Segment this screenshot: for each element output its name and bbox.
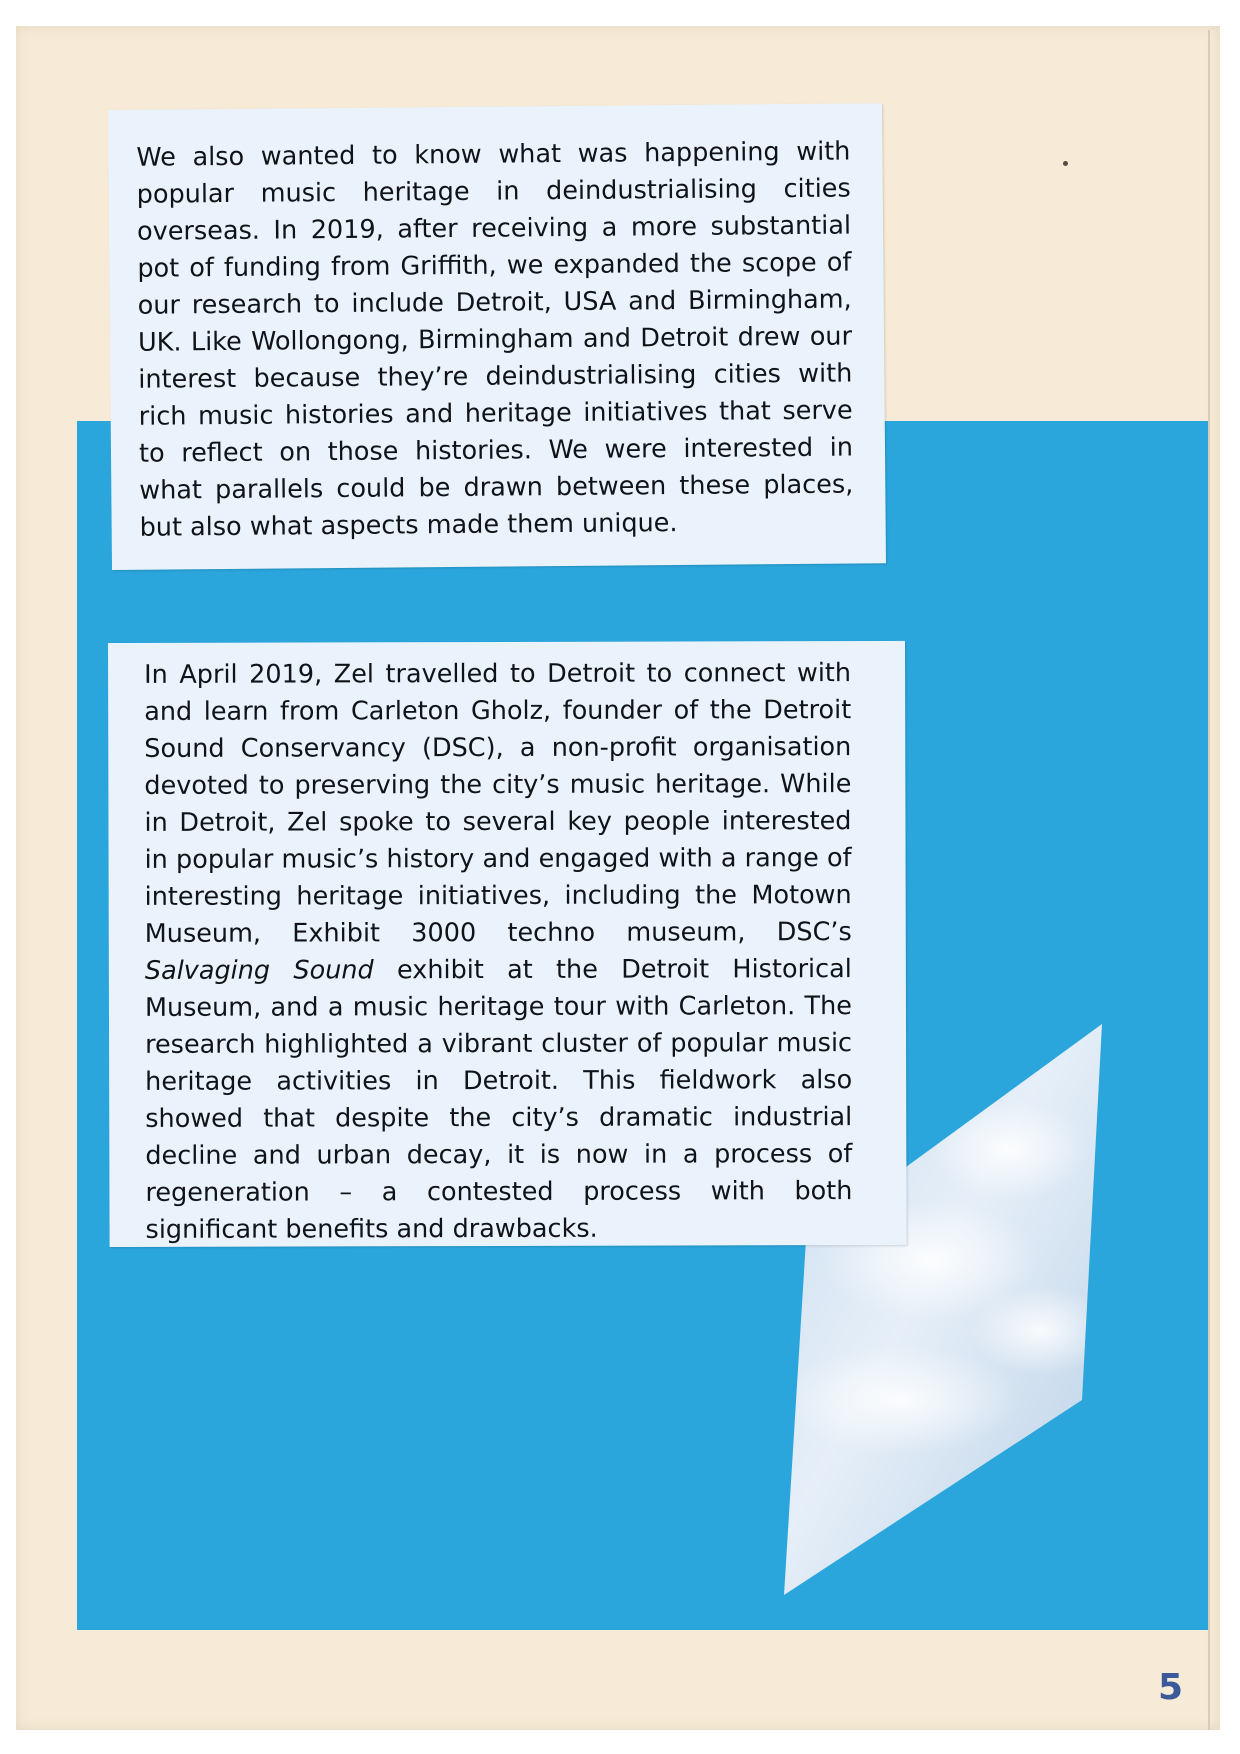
cloud-4 [970,1285,1110,1375]
page-number: 5 [1158,1667,1184,1708]
detroit-paragraph-part-1: In April 2019, Zel travelled to Detroit to connect with and learn from Carleton Gholz, founder of the Detroit Sound Conservancy (DSC), a non-profit organisation devoted to preserving the city’s music heritage. While in Detroit, Zel spoke to several key people interested in popular music’s history and engaged with a range of interesting heritage initiatives, including the Motown Museum, Exhibit 3000 techno museum, DSC’s [144,658,852,949]
intro-text-card [108,103,886,570]
cloud-2 [930,1100,1090,1200]
detroit-paragraph-part-2: exhibit at the Detroit Historical Museum, and a music heritage tour with Carleton. The research highlighted a vibrant cluster of popular music heritage activities in Detroit. This fieldwork also showed that despite the city’s dramatic industrial decline and urban decay, it is now in a process of regeneration – a contested process with both significant benefits and drawbacks. [144,954,853,1245]
exhibit-title: Salvaging Sound [144,955,374,986]
cloud-3 [780,1345,1020,1455]
detroit-text-card [108,641,907,1247]
intro-paragraph: We also wanted to know what was happening with popular music heritage in deindustrialising cities overseas. In 2019, after receiving a more substantial pot of funding from Griffith, we expanded the scope of our research to include Detroit, USA and Birmingham, UK. Like Wollongong, Birmingham and Detroit drew our interest because they’re deindustrialising cities with rich music histories and heritage initiatives that serve to reflect on those histories. We were interested in what parallels could be drawn between these places, but also what aspects made them unique. [136,136,854,543]
